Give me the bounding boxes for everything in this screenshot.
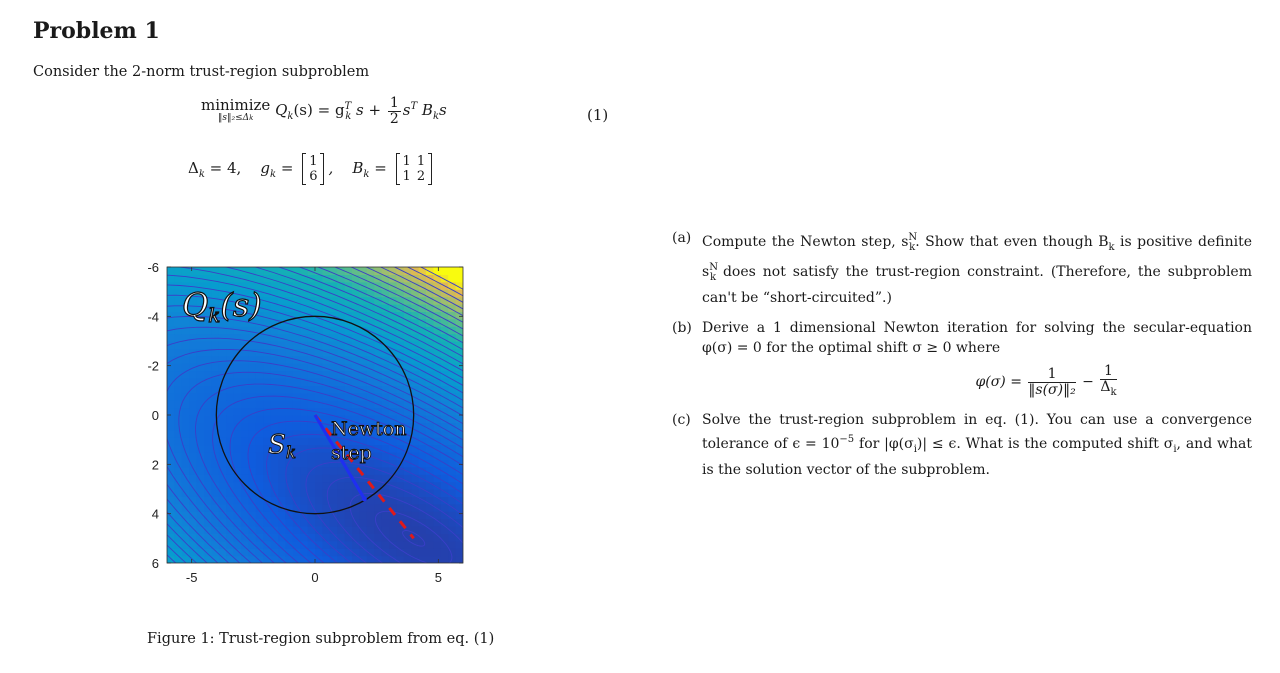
- y-tick-label: 4: [151, 506, 159, 522]
- label-step: step: [331, 442, 372, 464]
- problem-parts: [672, 228, 1252, 490]
- phi-equation: φ(σ) = $\frac{1}{\text{‖s(σ)‖₂}}$ − $\frac{1}{\Delta_k}$: [975, 363, 1117, 398]
- y-tick-label: -4: [147, 309, 159, 325]
- x-tick-label: 5: [434, 570, 442, 585]
- minimize-word: minimize: [201, 96, 271, 114]
- part-b: (b) Derive a 1 dimensional Newton iteration for solving the secular-equation φ(σ) = 0 for the optimal shift σ ≥ 0 where φ(σ) = $\frac{1}{\text{‖s(σ)‖₂}}$ − $\frac{1}{\Delta_k}$: [672, 320, 1252, 398]
- objective-equation: minimize ‖s‖₂≤Δk $Q_k(s) = g^T_k$ s + $\frac{1}{2}$ $s^T$ $B_ks$: [201, 95, 447, 127]
- figure-1: [130, 255, 480, 590]
- part-c: (c) Solve the trust-region subproblem in eq. (1). You can use a convergence tolerance of $\epsilon = 10^{-5}$ for $|\varphi(\sigma_i)| \le \epsilon$. What is the computed shift $\sigma_i$, and what is the solution vector of the subproblem.: [672, 412, 1252, 478]
- B-matrix: 1 1 1 2: [396, 153, 433, 185]
- figure-caption: Figure 1: Trust-region subproblem from eq. (1): [147, 631, 495, 647]
- contour-plot: [130, 255, 480, 590]
- label-newton: Newton: [331, 418, 407, 440]
- problem-heading: Problem 1: [33, 18, 160, 44]
- g-vector: 1 6: [302, 153, 324, 185]
- y-tick-label: 2: [151, 457, 159, 473]
- y-tick-label: -2: [147, 358, 159, 374]
- parameter-line: $\Delta_k = 4$, $g_k$ = 1 6 , $B_k$ = 1 1 1 2: [188, 153, 436, 185]
- equation-number: (1): [587, 106, 609, 124]
- y-tick-label: -6: [147, 260, 159, 275]
- y-tick-label: 6: [151, 556, 159, 571]
- y-tick-label: 0: [151, 408, 159, 423]
- x-tick-label: -5: [185, 570, 198, 585]
- label-Sk: Sk: [268, 430, 297, 463]
- part-a: (a) Compute the Newton step, $s^N_k$. Show that even though $B_k$ is positive definite $s^N_k$ does not satisfy the trust-region constraint. (Therefore, the subproblem can't be “short-circuited”.): [672, 230, 1252, 306]
- x-tick-label: 0: [311, 570, 319, 585]
- label-Qk: Qk(s): [182, 286, 262, 327]
- constraint-text: ‖s‖₂≤Δk: [217, 113, 254, 123]
- solution-point: [362, 496, 367, 501]
- intro-text: Consider the 2-norm trust-region subproblem: [33, 64, 370, 80]
